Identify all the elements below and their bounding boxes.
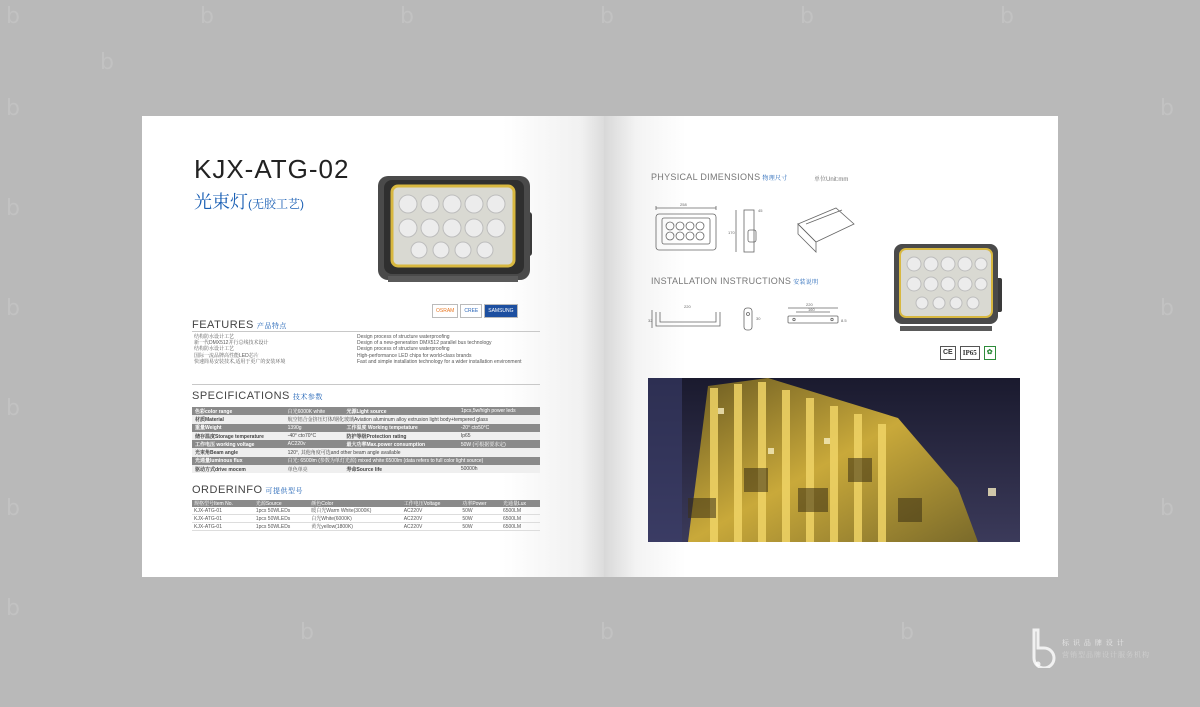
table-row (192, 507, 540, 515)
table-cell: 50W (460, 515, 501, 523)
signature-line-1: 标 识 品 牌 设 计 (1062, 640, 1125, 647)
specifications-title-cn: 技术参数 (292, 394, 323, 401)
column-header: 规格型号Item No. (192, 500, 254, 507)
leaf-eco-icon: ✿ (984, 346, 996, 360)
bracket-side-label: 30 (756, 316, 761, 321)
installation-drawings (648, 302, 848, 342)
spec-value: -20° cto50°C (458, 424, 540, 432)
samsung-logo: SAMSUNG (484, 304, 517, 318)
product-model: KJX-ATG-02 (194, 154, 350, 184)
watermark-glyph: b (6, 196, 20, 221)
feature-cn-item: 结构防水设计工艺 (194, 346, 235, 353)
specifications-heading (192, 390, 323, 402)
watermark-glyph: b (6, 96, 20, 121)
features-title: FEATURES (192, 319, 254, 331)
physical-dimensions-title: PHYSICAL DIMENSIONS (651, 172, 761, 182)
product-name (194, 188, 304, 214)
watermark-glyph: b (6, 4, 20, 29)
watermark-glyph: b (6, 296, 20, 321)
watermark-glyph: b (800, 4, 814, 29)
feature-en-item: Design of a new-generation DMX512 parallel bus technology (357, 340, 492, 347)
table-cell: KJX-ATG-01 (192, 523, 254, 531)
floodlight-product-image-small (886, 240, 1016, 340)
watermark-glyph: b (200, 4, 214, 29)
features-cn-list (194, 334, 285, 365)
product-name-text: 光束灯 (194, 192, 248, 212)
table-row (192, 515, 540, 523)
feature-en-item: Design process of structure waterproofing (357, 346, 450, 353)
plate-inner-width-label: 160 (808, 307, 815, 312)
table-cell: AC220V (402, 515, 461, 523)
watermark-glyph: b (300, 620, 314, 645)
table-cell: 1pcs 50WLEDs (254, 515, 309, 523)
bracket-height-label: 32 (648, 318, 653, 323)
table-row (192, 424, 540, 432)
signature-line-2: 营销型品牌设计服务机构 (1062, 652, 1150, 659)
spec-key: 光束角Beam angle (192, 448, 285, 456)
watermark-glyph: b (1160, 96, 1174, 121)
table-cell: AC220V (402, 507, 461, 515)
table-row (192, 440, 540, 448)
dimension-height-label: 170 (728, 230, 735, 235)
spec-value: 单色单亮 (285, 465, 344, 473)
spec-value: 航空铝合金挤压灯体/钢化玻璃Aviation aluminum alloy extrusion light body+tempered glass (285, 415, 540, 423)
column-header: 颜色Color (309, 500, 401, 507)
ip65-badge: IP65 (960, 346, 980, 360)
right-page (604, 116, 1058, 577)
table-row (192, 407, 540, 415)
table-row (192, 523, 540, 531)
table-row (192, 465, 540, 473)
table-cell: 6500LM (501, 523, 540, 531)
table-row (192, 432, 540, 440)
spec-key: 色彩color range (192, 407, 285, 415)
chip-brand-logos (432, 304, 518, 318)
feature-cn-item: 国际一流品牌高性能LED芯片 (194, 352, 259, 359)
spec-key: 光通量luminous flux (192, 457, 285, 465)
physical-dimensions-heading (651, 172, 788, 182)
installation-heading (651, 276, 818, 286)
pixelated-building-illustration (648, 378, 1020, 542)
plate-height-label: 8.5 (841, 318, 847, 323)
watermark-glyph: b (1000, 4, 1014, 29)
table-row (192, 457, 540, 465)
watermark-glyph: b (100, 50, 114, 75)
watermark-glyph: b (6, 496, 20, 521)
table-cell: 白光White(6000K) (309, 515, 401, 523)
cree-logo: CREE (460, 304, 482, 318)
table-cell: 50W (460, 507, 501, 515)
physical-dimensions-title-cn: 物理尺寸 (762, 176, 788, 182)
installation-title: INSTALLATION INSTRUCTIONS (651, 276, 792, 286)
spec-value: -40° cto70°C (285, 432, 344, 440)
watermark-glyph: b (900, 620, 914, 645)
spec-key: 最大功率Max.power consumption (343, 440, 457, 448)
table-cell: 1pcs 50WLEDs (254, 523, 309, 531)
spec-value: Ip65 (458, 432, 540, 440)
table-cell: 黄光yellow(1800K) (309, 523, 401, 531)
spec-key: 工作电压 working voltage (192, 440, 285, 448)
spec-key: 工作温度 Working tempetature (343, 424, 457, 432)
feature-en-item: High-performance LED chips for world-class brands (357, 352, 472, 359)
spec-key: 重量Weight (192, 424, 285, 432)
table-cell: 6500LM (501, 507, 540, 515)
left-page (142, 116, 604, 577)
table-cell: KJX-ATG-01 (192, 515, 254, 523)
column-header: 功率Power (460, 500, 501, 507)
spec-value: 50000h (458, 465, 540, 473)
orderinfo-heading (192, 484, 303, 496)
spec-key: 光源Light source (343, 407, 457, 415)
dimension-depth-label: 45 (758, 208, 763, 213)
spec-value: 白光: 6500lm (参数为单灯光源) mixed white:6500lm (data refers to full color light source) (285, 457, 540, 465)
feature-en-item: Design process of structure waterproofing (357, 334, 450, 340)
orderinfo-table (192, 500, 540, 531)
column-header: 工作电压Voltage (402, 500, 461, 507)
osram-logo: OSRAM (432, 304, 458, 318)
ce-mark-icon: CE (940, 346, 956, 360)
feature-cn-item: 快速简易安装技术,适用于更广的安装环境 (194, 358, 286, 365)
spec-value: 50W (可根据要求定) (458, 440, 540, 448)
table-cell: KJX-ATG-01 (192, 507, 254, 515)
table-cell: 暖白光Warm White(3000K) (309, 507, 401, 515)
watermark-glyph: b (1160, 296, 1174, 321)
specifications-table (192, 407, 540, 473)
orderinfo-title-cn: 可提供型号 (265, 488, 303, 495)
features-en-list (357, 334, 522, 365)
table-cell: 1pcs 50WLEDs (254, 507, 309, 515)
orderinfo-title: ORDERINFO (192, 484, 263, 496)
spec-key: 寿命Source life (343, 465, 457, 473)
spec-value: 1pcs,5w/high power leds (458, 407, 540, 415)
watermark-glyph: b (6, 596, 20, 621)
feature-en-item: Fast and simple installation technology for a wider installation environment (357, 358, 522, 365)
watermark-glyph: b (400, 4, 414, 29)
table-row (192, 415, 540, 423)
watermark-glyph: b (1160, 496, 1174, 521)
floodlight-product-image (352, 168, 552, 288)
dimension-width-label: 258 (680, 202, 687, 207)
divider (192, 384, 540, 385)
spec-key: 防护等级Protection rating (343, 432, 457, 440)
watermark-glyph: b (600, 4, 614, 29)
certification-badges (940, 346, 996, 360)
column-header: 光通量Lux (501, 500, 540, 507)
table-cell: 50W (460, 523, 501, 531)
spec-key: 驱动方式drive mocem (192, 465, 285, 473)
table-row (192, 448, 540, 456)
spec-value: 120°, 其他角度可选and other beam angle available (285, 448, 540, 456)
building-lighting-photo (648, 378, 1020, 542)
installation-title-cn: 安装说明 (793, 280, 819, 286)
features-heading (192, 319, 287, 331)
spec-key: 储存温度Storage temperature (192, 432, 285, 440)
dimension-drawings (648, 200, 858, 262)
feature-cn-item: 结构防水设计工艺 (194, 334, 235, 340)
table-header-row (192, 500, 540, 507)
spec-key: 材质Material (192, 415, 285, 423)
brand-b-logo-icon (1030, 628, 1058, 668)
plate-width-label: 220 (806, 302, 813, 307)
spec-value: 白光6000K white (285, 407, 344, 415)
watermark-glyph: b (600, 620, 614, 645)
table-cell: AC220V (402, 523, 461, 531)
column-header: 光源Source (254, 500, 309, 507)
product-name-note: (无胶工艺) (248, 197, 304, 211)
table-cell: 6500LM (501, 515, 540, 523)
spec-value: 1390g (285, 424, 344, 432)
bracket-width-label: 220 (684, 304, 691, 309)
divider (192, 331, 540, 332)
spec-value: AC220v (285, 440, 344, 448)
feature-cn-item: 新一代DMX512并行总线技术设计 (194, 340, 269, 347)
watermark-glyph: b (6, 396, 20, 421)
features-title-cn: 产品特点 (256, 323, 287, 330)
specifications-title: SPECIFICATIONS (192, 390, 290, 402)
unit-label: 单位Unit:mm (814, 177, 849, 183)
